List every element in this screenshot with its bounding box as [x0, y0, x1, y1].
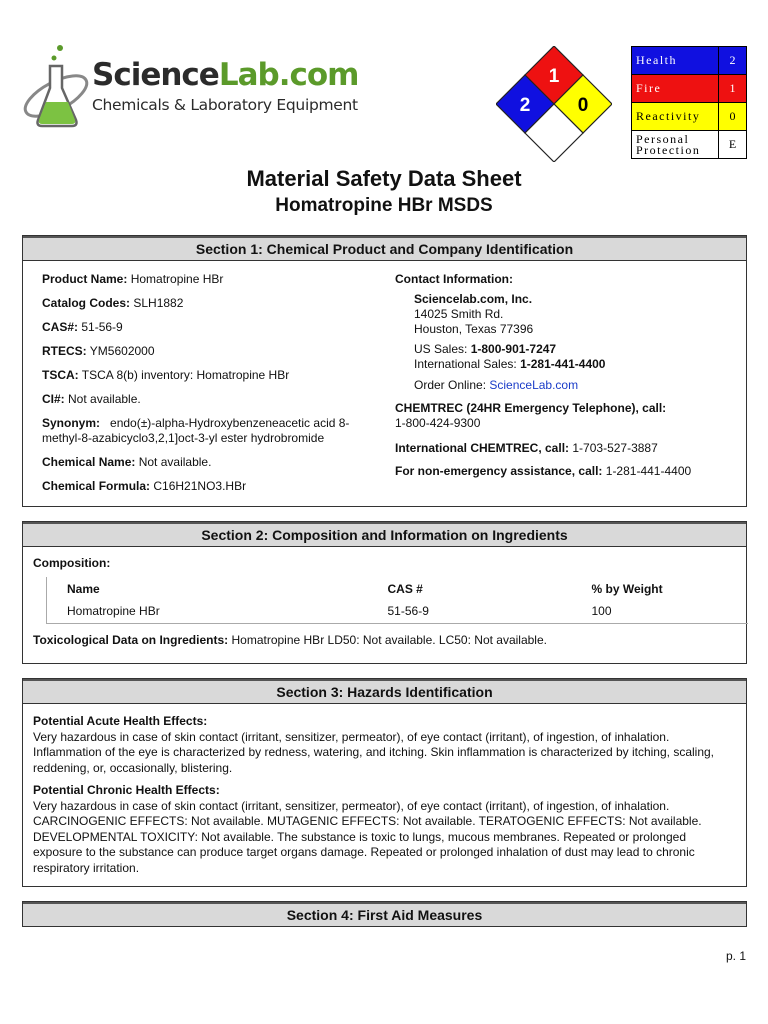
- intl-sales: International Sales: 1-281-441-4400: [414, 357, 606, 371]
- hazard-value: 2: [719, 47, 747, 75]
- hazard-row-health: [632, 47, 747, 75]
- product-name: Product Name: Homatropine HBr: [42, 272, 224, 286]
- hazard-label: Health: [632, 47, 719, 75]
- column-header: Name: [47, 577, 368, 600]
- hazard-value: 1: [719, 75, 747, 103]
- section-2: [22, 521, 747, 664]
- hazard-value: E: [719, 131, 747, 159]
- section-heading: Section 4: First Aid Measures: [23, 902, 746, 926]
- contact-heading: Contact Information:: [395, 272, 513, 286]
- chemtrec: CHEMTREC (24HR Emergency Telephone), call: 1-800-424-9300: [395, 401, 667, 430]
- hazard-label: Fire: [632, 75, 719, 103]
- us-sales: US Sales: 1-800-901-7247: [414, 342, 557, 356]
- nfpa-reactivity-value: 0: [577, 95, 589, 116]
- logo-tagline: Chemicals & Laboratory Equipment: [92, 96, 358, 114]
- section-heading: Section 3: Hazards Identification: [23, 679, 746, 704]
- company-name: Sciencelab.com, Inc.: [414, 292, 533, 306]
- ci-number: CI#: Not available.: [42, 392, 141, 406]
- tox-data: Toxicological Data on Ingredients: Homatropine HBr LD50: Not available. LC50: Not available.: [33, 633, 547, 647]
- composition-table: [46, 577, 748, 624]
- table-cell: Homatropine HBr: [47, 600, 368, 623]
- hazard-row-protection: [632, 131, 747, 159]
- hazard-value: 0: [719, 103, 747, 131]
- section-heading: Section 2: Composition and Information on Ingredients: [23, 522, 746, 547]
- chemical-name: Chemical Name: Not available.: [42, 455, 212, 469]
- nfpa-diamond: [496, 46, 612, 162]
- cas-number: CAS#: 51-56-9: [42, 320, 123, 334]
- section-1: [22, 235, 747, 507]
- synonym: Synonym: endo(±)-alpha-Hydroxybenzeneacetic acid 8- methyl-8-azabicyclo3,2,1]oct-3-yl ester hydrobromide: [42, 416, 350, 445]
- chronic-effects: Potential Chronic Health Effects: Very hazardous in case of skin contact (irritant, sensitizer, permeator), of eye contact (irritant), of ingestion, of inhalation. CARCINOGENIC EFFECTS: Not available. MUTAGENIC EFFECTS: Not available. TERATOGENIC EFFECTS: Not available. DEVELOPMENTAL TOXICITY: Not available. The substance is toxic to lungs, mucous membranes. Repeated or prolonged exposure to the substance can produce target organs damage. Repeated or prolonged inhalation of dust may lead to chronic respiratory irritation.: [33, 783, 702, 875]
- chemical-formula: Chemical Formula: C16H21NO3.HBr: [42, 479, 247, 493]
- catalog-codes: Catalog Codes: SLH1882: [42, 296, 184, 310]
- page-subtitle: Homatropine HBr MSDS: [275, 195, 493, 216]
- non-emergency: For non-emergency assistance, call: 1-281-441-4400: [395, 464, 692, 478]
- hazard-label: Reactivity: [632, 103, 719, 131]
- table-cell: 100: [572, 600, 749, 623]
- intl-chemtrec: International CHEMTREC, call: 1-703-527-3887: [395, 441, 658, 455]
- section-heading: Section 1: Chemical Product and Company Identification: [23, 236, 746, 261]
- logo-wordmark: ScienceLab.com: [92, 57, 359, 93]
- tsca: TSCA: TSCA 8(b) inventory: Homatropine HBr: [42, 368, 290, 382]
- rtecs: RTECS: YM5602000: [42, 344, 155, 358]
- section-3: [22, 678, 747, 887]
- hazard-label: Personal Protection: [632, 131, 719, 159]
- order-online-link[interactable]: ScienceLab.com: [489, 378, 579, 392]
- table-row: [47, 600, 749, 623]
- flask-icon: [20, 44, 94, 134]
- table-header-row: [47, 577, 749, 600]
- sciencelab-logo: [20, 44, 359, 134]
- address-line-2: Houston, Texas 77396: [414, 322, 534, 336]
- page-number: p. 1: [725, 949, 746, 963]
- page-title: Material Safety Data Sheet: [246, 166, 522, 191]
- nfpa-health-value: 2: [519, 95, 531, 116]
- column-header: % by Weight: [591, 581, 663, 596]
- address-line-1: 14025 Smith Rd.: [414, 307, 504, 321]
- hazard-row-fire: [632, 75, 747, 103]
- acute-effects: Potential Acute Health Effects: Very hazardous in case of skin contact (irritant, sensitizer, permeator), of eye contact (irritant), of ingestion, of inhalation. Inflammation of the eye is characterized by redness, watering, and itching. Skin inflammation is characterized by itching, scaling, reddening, or, occasionally, blistering.: [33, 714, 714, 775]
- hazard-row-reactivity: [632, 103, 747, 131]
- nfpa-fire-value: 1: [548, 66, 560, 87]
- column-header: CAS #: [387, 581, 423, 596]
- composition-label: Composition:: [33, 556, 111, 570]
- hazard-rating-table: [631, 46, 747, 159]
- order-online: Order Online: ScienceLab.com: [414, 378, 579, 392]
- section-4: [22, 901, 747, 927]
- table-cell: 51-56-9: [368, 600, 572, 623]
